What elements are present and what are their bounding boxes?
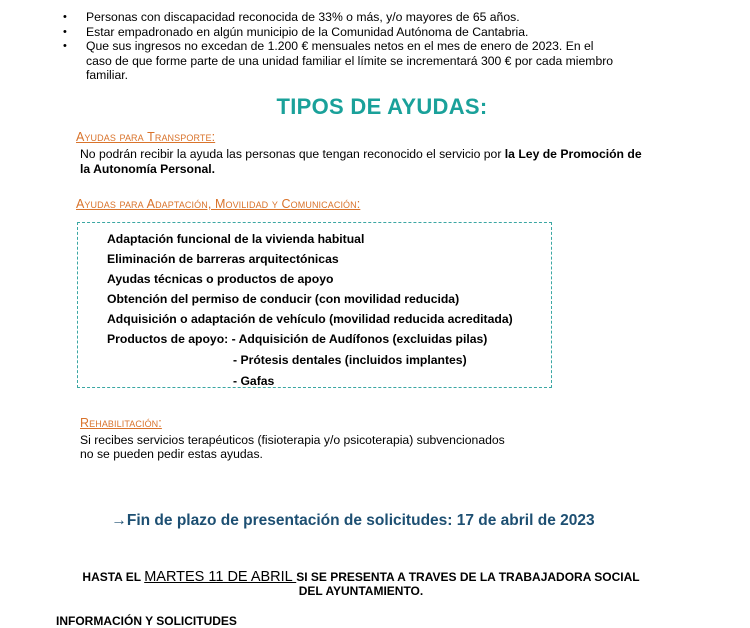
adaptation-item: Obtención del permiso de conducir (con movilidad reducida) [107, 292, 460, 306]
rehab-line-2: no se pueden pedir estas ayudas. [80, 447, 263, 461]
rehab-line-1: Si recibes servicios terapéuticos (fisioterapia y/o psicoterapia) subvencionados [80, 433, 505, 447]
cut-off-heading: INFORMACIÓN Y SOLICITUDES [56, 614, 237, 628]
arrow-right-icon: → [111, 512, 127, 529]
bullet-icon: • [63, 25, 67, 38]
adaptation-item: Eliminación de barreras arquitectónicas [107, 252, 339, 266]
deadline-notice: →Fin de plazo de presentación de solicitudes: 17 de abril de 2023 [111, 512, 595, 529]
requirements-list [62, 10, 622, 83]
adaptation-item: Adquisición o adaptación de vehículo (movilidad reducida acreditada) [107, 312, 513, 326]
adaptation-item: - Gafas [233, 374, 275, 388]
adaptation-item: Adaptación funcional de la vivienda habitual [107, 232, 365, 246]
adaptation-items-box [77, 222, 552, 388]
deadline-location-notice: HASTA EL MARTES 11 DE ABRIL SI SE PRESENTA A TRAVES DE LA TRABAJADORA SOCIAL DEL AYUNTAMIENTO. [82, 569, 640, 598]
main-heading: TIPOS DE AYUDAS: [276, 94, 488, 119]
adaptation-item: - Prótesis dentales (incluidos implantes) [233, 353, 467, 367]
adaptation-item: Productos de apoyo: - Adquisición de Audífonos (excluidas pilas) [107, 332, 488, 346]
deadline-date: MARTES 11 DE ABRIL [144, 569, 297, 585]
adaptation-item: Ayudas técnicas o productos de apoyo [107, 272, 334, 286]
bullet-icon: • [63, 40, 67, 52]
bullet-icon: • [63, 11, 67, 23]
transport-text: No podrán recibir la ayuda las personas que tengan reconocido el servicio por la Ley de Promoción de la Autonomía Personal. [80, 147, 642, 176]
requirement-item: • Que sus ingresos no excedan de 1.200 € mensuales netos en el mes de enero de 2023. En el caso de que forme parte de una unidad familiar el límite se incrementará 300 € por cada miembro familiar. [63, 39, 614, 82]
transport-section-title: Ayudas para Transporte: [76, 130, 216, 144]
adaptation-section-title: Ayudas para Adaptación, Movilidad y Comunicación: [76, 197, 361, 211]
rehab-section-title: Rehabilitación: [80, 416, 162, 430]
requirement-item: • Personas con discapacidad reconocida de 33% o más, y/o mayores de 65 años. [63, 10, 520, 24]
requirement-item: • Estar empadronado en algún municipio de la Comunidad Autónoma de Cantabria. [63, 24, 529, 39]
